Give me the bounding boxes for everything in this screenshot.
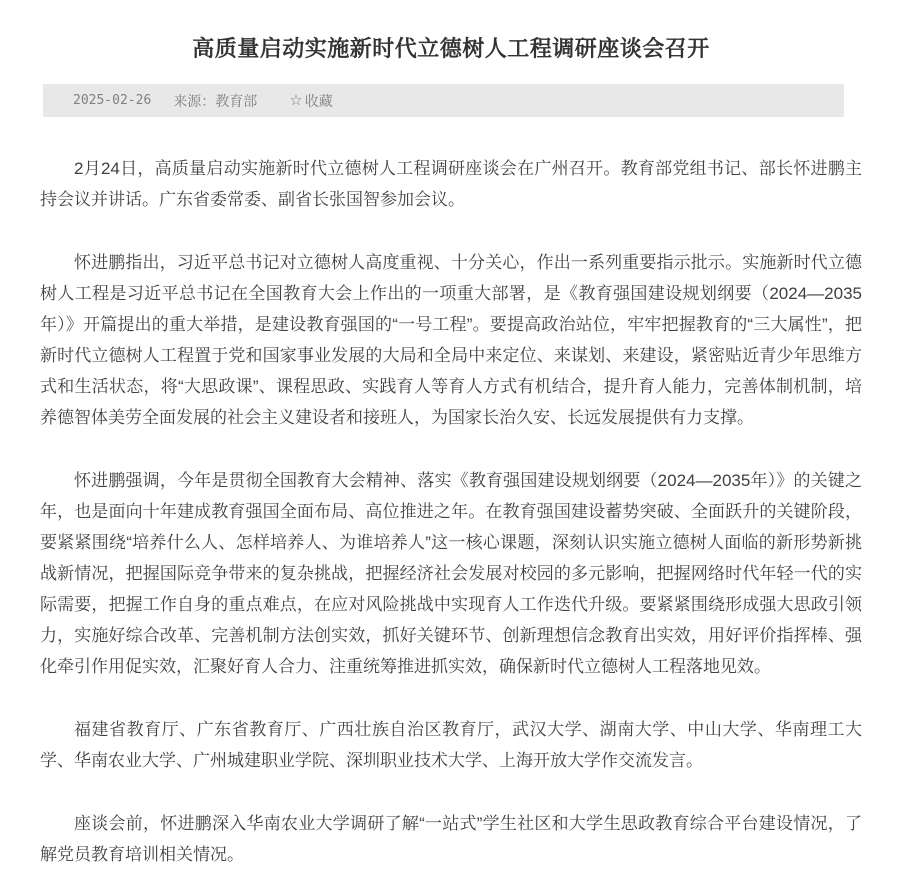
source-label: 来源：	[173, 92, 216, 109]
paragraph-5: 座谈会前，怀进鹏深入华南农业大学调研了解“一站式”学生社区和大学生思政教育综合平台建设情况，了解党员教育培训相关情况。	[40, 814, 862, 864]
article-body	[40, 153, 862, 870]
paragraph-3: 怀进鹏强调，今年是贯彻全国教育大会精神、落实《教育强国建设规划纲要（2024—2035年）》的关键之年，也是面向十年建成教育强国全面布局、高位推进之年。在教育强国建设蓄势突破、全面跃升的关键阶段，要紧紧围绕“培养什么人、怎样培养人、为谁培养人”这一核心课题，深刻认识实施立德树人面临的新形势新挑战新情况，把握国际竞争带来的复杂挑战，把握经济社会发展对校园的多元影响，把握网络时代年轻一代的实际需要，把握工作自身的重点难点，在应对风险挑战中实现育人工作迭代升级。要紧紧围绕形成强大思政引领力，实施好综合改革、完善机制方法创实效，抓好关键环节、创新理想信念教育出实效，用好评价指挥棒、强化牵引作用促实效，汇聚好育人合力、注重统筹推进抓实效，确保新时代立德树人工程落地见效。	[40, 471, 862, 676]
favorite-label: 收藏	[304, 92, 333, 109]
publish-date: 2025-02-26	[73, 93, 152, 108]
star-icon: ☆	[289, 92, 303, 109]
source	[173, 91, 257, 111]
paragraph-4: 福建省教育厅、广东省教育厅、广西壮族自治区教育厅，武汉大学、湖南大学、中山大学、华南理工大学、华南农业大学、广州城建职业学院、深圳职业技术大学、上海开放大学作交流发言。	[40, 720, 862, 770]
paragraph-2: 怀进鹏指出，习近平总书记对立德树人高度重视、十分关心，作出一系列重要指示批示。实施新时代立德树人工程是习近平总书记在全国教育大会上作出的一项重大部署，是《教育强国建设规划纲要（2024—2035年）》开篇提出的重大举措，是建设教育强国的“一号工程”。要提高政治站位，牢牢把握教育的“三大属性”，把新时代立德树人工程置于党和国家事业发展的大局和全局中来定位、来谋划、来建设，紧密贴近青少年思维方式和生活状态，将“大思政课”、课程思政、实践育人等育人方式有机结合，提升育人能力，完善体制机制，培养德智体美劳全面发展的社会主义建设者和接班人，为国家长治久安、长远发展提供有力支撑。	[40, 253, 862, 427]
meta-bar	[43, 84, 844, 117]
source-value: 教育部	[215, 92, 258, 109]
paragraph-1: 2月24日，高质量启动实施新时代立德树人工程调研座谈会在广州召开。教育部党组书记、部长怀进鹏主持会议并讲话。广东省委常委、副省长张国智参加会议。	[40, 159, 862, 209]
page-title: 高质量启动实施新时代立德树人工程调研座谈会召开	[192, 36, 710, 61]
favorite-button[interactable]	[289, 91, 332, 111]
